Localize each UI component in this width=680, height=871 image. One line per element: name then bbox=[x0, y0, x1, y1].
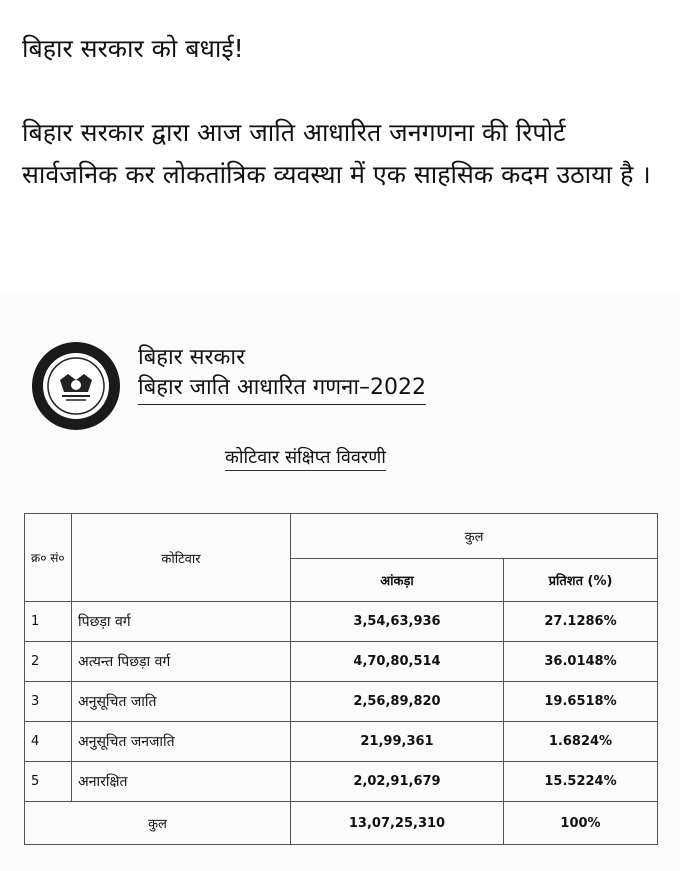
row-category: अनुसूचित जाति bbox=[72, 682, 291, 722]
post-message: बिहार सरकार द्वारा आज जाति आधारित जनगणना की रिपोर्ट सार्वजनिक कर लोकतांत्रिक व्यवस्था में एक साहसिक कदम उठाया है । bbox=[22, 118, 651, 189]
row-percent: 27.1286% bbox=[504, 602, 658, 642]
header-count: आंकड़ा bbox=[291, 559, 504, 602]
row-serial: 1 bbox=[25, 602, 72, 642]
post-greeting: बिहार सरकार को बधाई! bbox=[22, 34, 244, 63]
row-category: अत्यन्त पिछड़ा वर्ग bbox=[72, 642, 291, 682]
row-serial: 4 bbox=[25, 722, 72, 762]
header-line-1: बिहार सरकार bbox=[138, 345, 246, 370]
total-label: कुल bbox=[25, 802, 291, 845]
caste-summary-table bbox=[24, 513, 658, 845]
row-category: अनारक्षित bbox=[72, 762, 291, 802]
row-percent: 19.6518% bbox=[504, 682, 658, 722]
table-header-row bbox=[25, 514, 658, 559]
document-subtitle: कोटिवार संक्षिप्त विवरणी bbox=[225, 445, 386, 471]
table-row bbox=[25, 682, 658, 722]
total-count: 13,07,25,310 bbox=[291, 802, 504, 845]
row-count: 4,70,80,514 bbox=[291, 642, 504, 682]
table-row bbox=[25, 642, 658, 682]
document-header bbox=[138, 343, 426, 405]
row-serial: 5 bbox=[25, 762, 72, 802]
row-count: 2,02,91,679 bbox=[291, 762, 504, 802]
header-line-2: बिहार जाति आधारित गणना–2022 bbox=[138, 373, 426, 405]
header-category: कोटिवार bbox=[72, 514, 291, 602]
header-percent: प्रतिशत (%) bbox=[504, 559, 658, 602]
table-total-row bbox=[25, 802, 658, 845]
row-percent: 15.5224% bbox=[504, 762, 658, 802]
row-category: अनुसूचित जनजाति bbox=[72, 722, 291, 762]
table-row bbox=[25, 602, 658, 642]
government-document bbox=[0, 295, 680, 871]
header-serial: क्र० सं० bbox=[25, 514, 72, 602]
row-count: 3,54,63,936 bbox=[291, 602, 504, 642]
table-row bbox=[25, 762, 658, 802]
row-percent: 36.0148% bbox=[504, 642, 658, 682]
row-serial: 3 bbox=[25, 682, 72, 722]
header-total: कुल bbox=[291, 514, 658, 559]
row-count: 2,56,89,820 bbox=[291, 682, 504, 722]
row-percent: 1.6824% bbox=[504, 722, 658, 762]
post-text bbox=[22, 28, 662, 196]
row-count: 21,99,361 bbox=[291, 722, 504, 762]
row-category: पिछड़ा वर्ग bbox=[72, 602, 291, 642]
table-row bbox=[25, 722, 658, 762]
bihar-government-seal-icon bbox=[30, 340, 122, 432]
total-percent: 100% bbox=[504, 802, 658, 845]
row-serial: 2 bbox=[25, 642, 72, 682]
